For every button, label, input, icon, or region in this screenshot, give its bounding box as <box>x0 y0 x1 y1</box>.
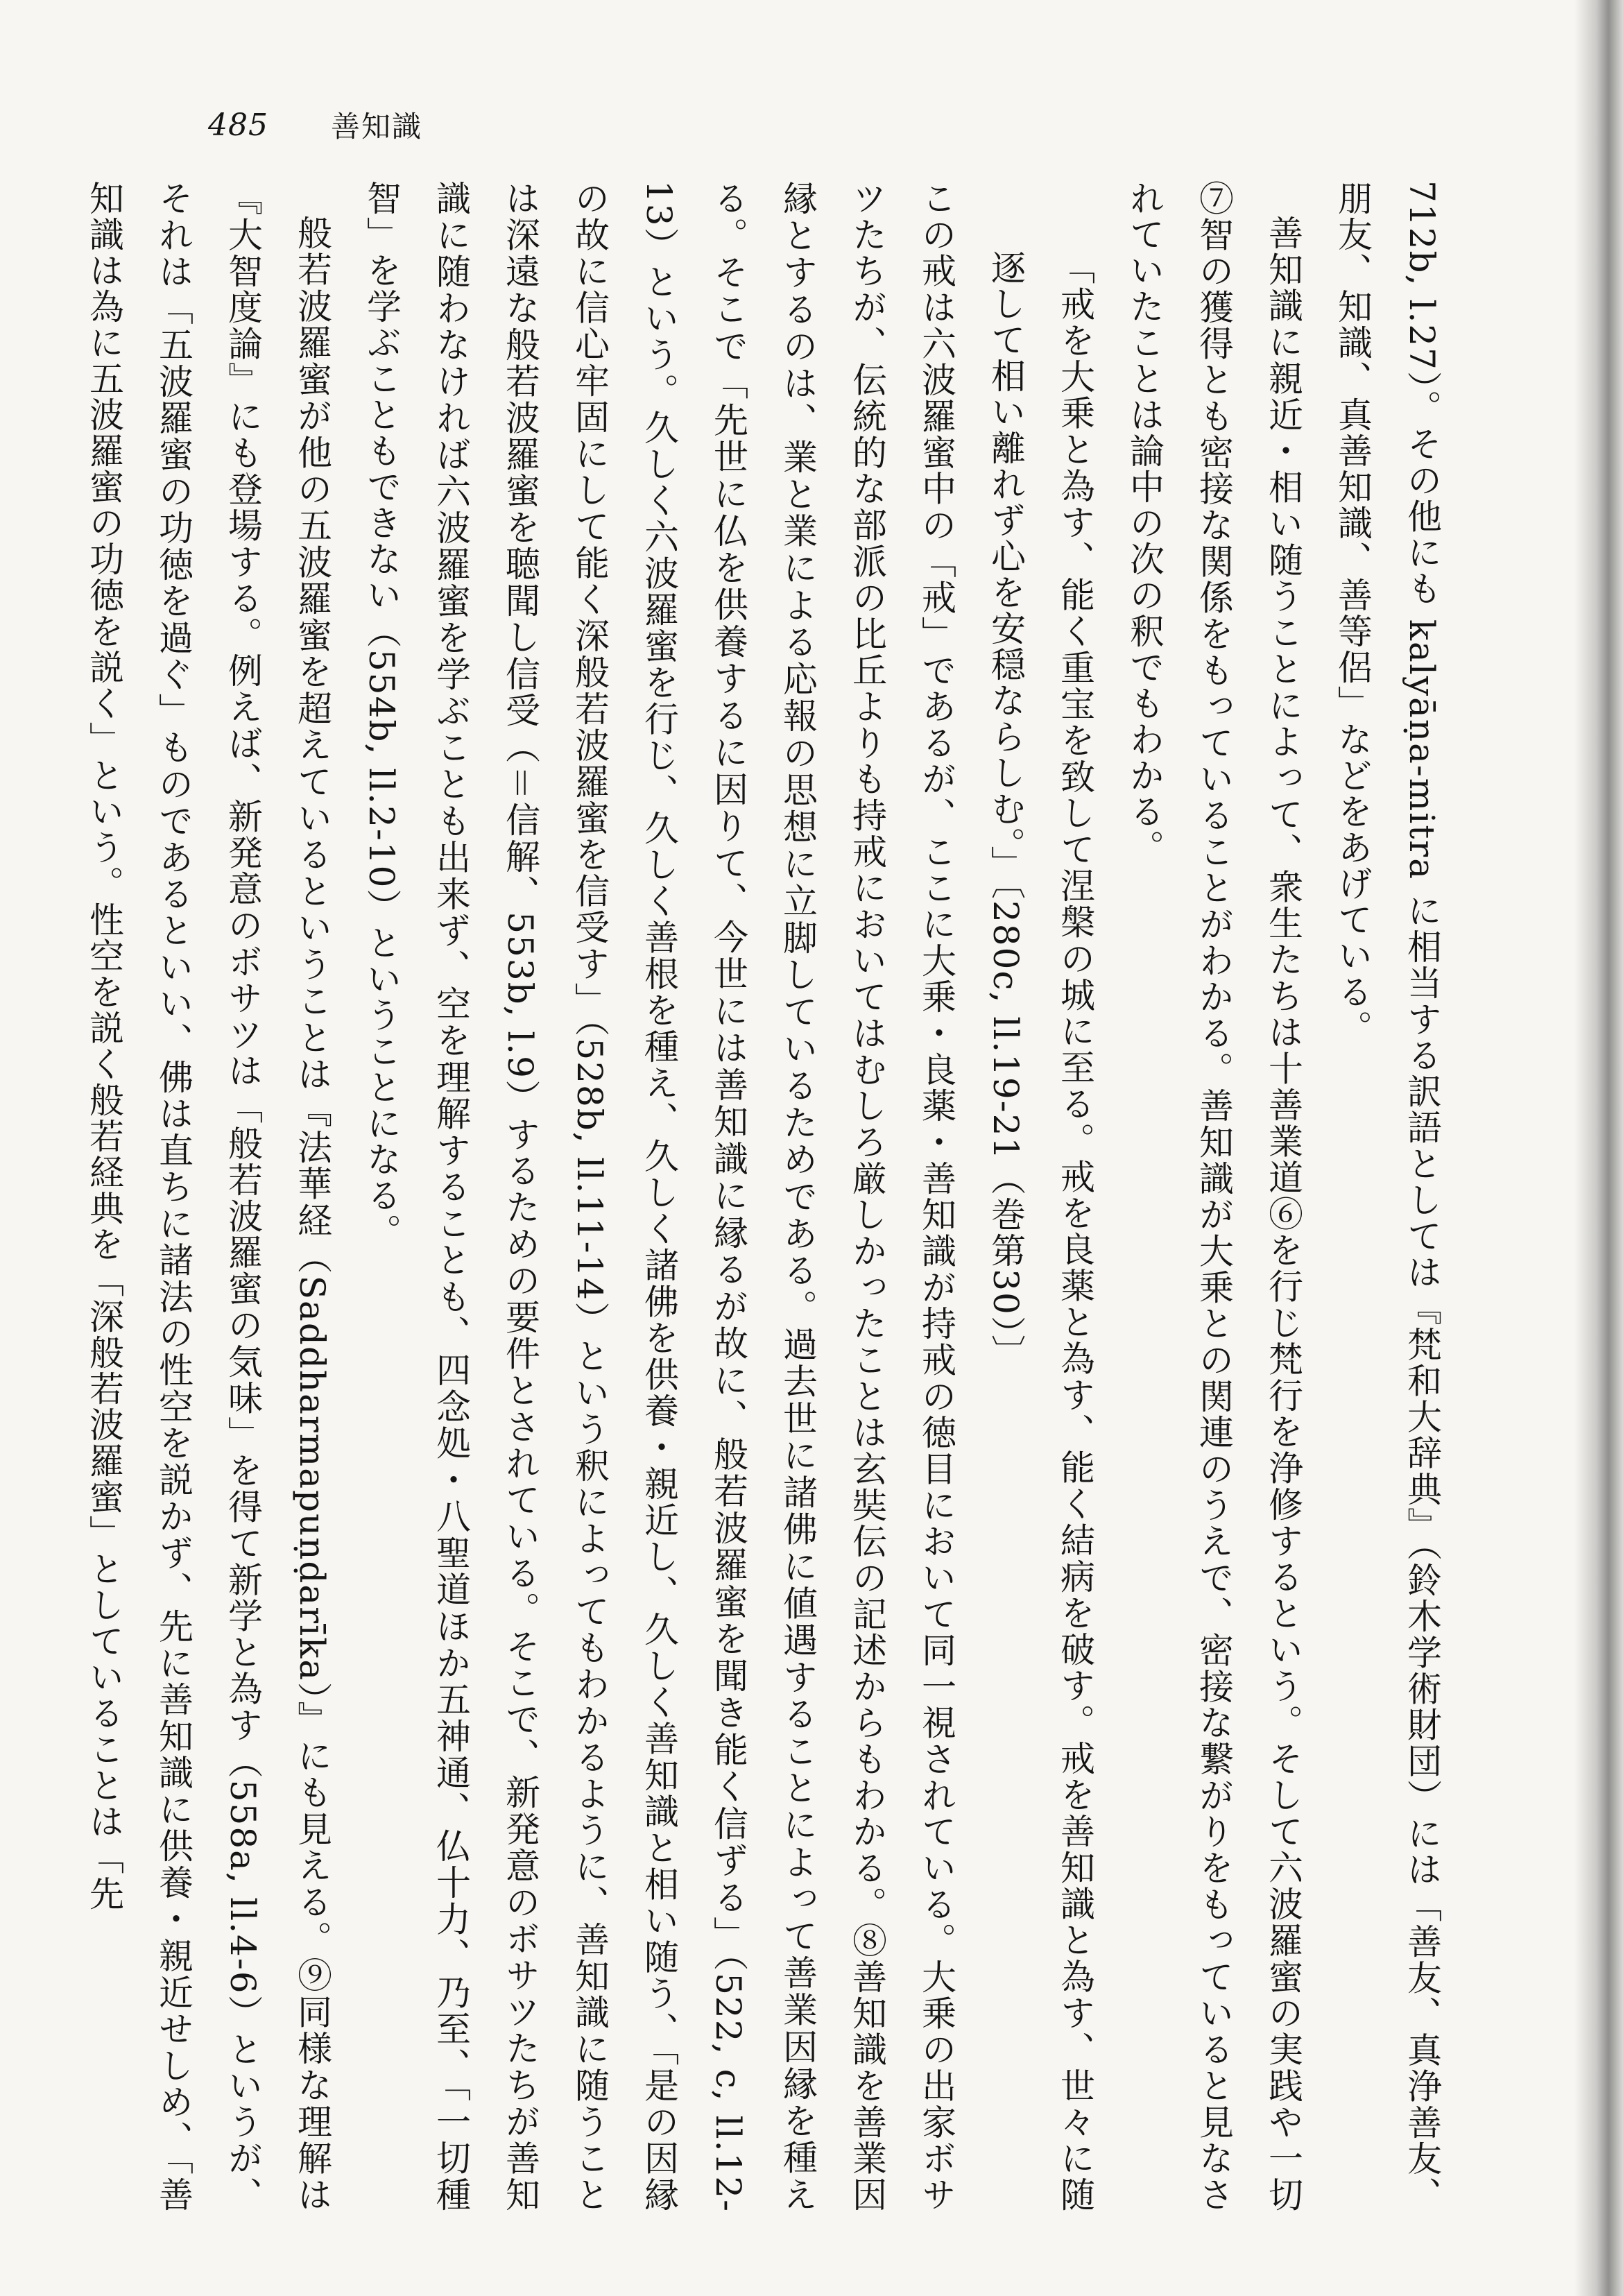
page-edge-shadow <box>1574 0 1623 2296</box>
quote-block <box>971 250 1110 2213</box>
page-header <box>208 104 422 146</box>
paragraph-1: 712b, l.27）。その他にも kalyāṇa-mitra に相当する訳語としては『梵和大辞典』（鈴木学術財団）には「善友、真浄善友、朋友、知識、真善知識、善等侶」などをあげている。 <box>1332 180 1442 2213</box>
paragraph-2: 善知識に親近・相い随うことによって、衆生たちは十善業道⑥を行じ梵行を浄修するという。そして六波羅蜜の実践や一切⑦智の獲得とも密接な関係をもっていることがわかる。善知識が大乗との関連のうえで、密接な繋がりをもっていると見なされていたことは論中の次の釈でもわかる。 <box>1124 180 1303 2213</box>
body-text <box>84 180 1457 2213</box>
page-number: 485 <box>208 107 268 143</box>
paragraph-3: この戒は六波羅蜜中の「戒」であるが、ここに大乗・良薬・善知識が持戒の徳目において同一視されている。大乗の出家ボサツたちが、伝統的な部派の比丘よりも持戒においてはむしろ厳しかったことは玄奘伝の記述からもわかる。⑧善知識を善業因縁とするのは、業と業による応報の思想に立脚しているためである。過去世に諸佛に値遇することによって善業因縁を種える。そこで「先世に仏を供養するに因りて、今世には善知識に縁るが故に、般若波羅蜜を聞き能く信ずる」（522, c, ll.12-13）という。久しく六波羅蜜を行じ、久しく善根を種え、久しく諸佛を供養・親近し、久しく善知識と相い随う、「是の因縁の故に信心牢固にして能く深般若波羅蜜を信受す」（528b, ll.11-14）という釈によってもわかるように、善知識に随うことは深遠な般若波羅蜜を聴聞し信受（＝信解、553b, l.9）するための要件とされている。そこで、新発意のボサツたちが善知識に随わなければ六波羅蜜を学ぶことも出来ず、空を理解することも、四念処・八聖道ほか五神通、仏十力、乃至、「一切種智」を学ぶこともできない（554b, ll.2-10）ということになる。 <box>361 180 956 2213</box>
paragraph-4: 般若波羅蜜が他の五波羅蜜を超えているということは『法華経（Saddharmapuṇḍarīka）』にも見える。⑨同様な理解は『大智度論』にも登場する。例えば、新発意のボサツは「般若波羅蜜の気味」を得て新学と為す（558a, ll.4-6）というが、それは「五波羅蜜の功徳を過ぐ」ものであるといい、佛は直ちに諸法の性空を説かず、先に善知識に供養・親近せしめ、「善知識は為に五波羅蜜の功徳を説く」という。性空を説く般若経典を「深般若波羅蜜」としていることは「先 <box>84 180 332 2213</box>
quote-1: 「戒を大乗と為す、能く重宝を致して涅槃の城に至る。戒を良薬と為す、能く結病を破す。戒を善知識と為す、世々に随逐して相い離れず心を安穏ならしむ。」〔280c, ll.19-21（巻第30）〕 <box>986 250 1095 2213</box>
running-title: 善知識 <box>330 110 422 144</box>
